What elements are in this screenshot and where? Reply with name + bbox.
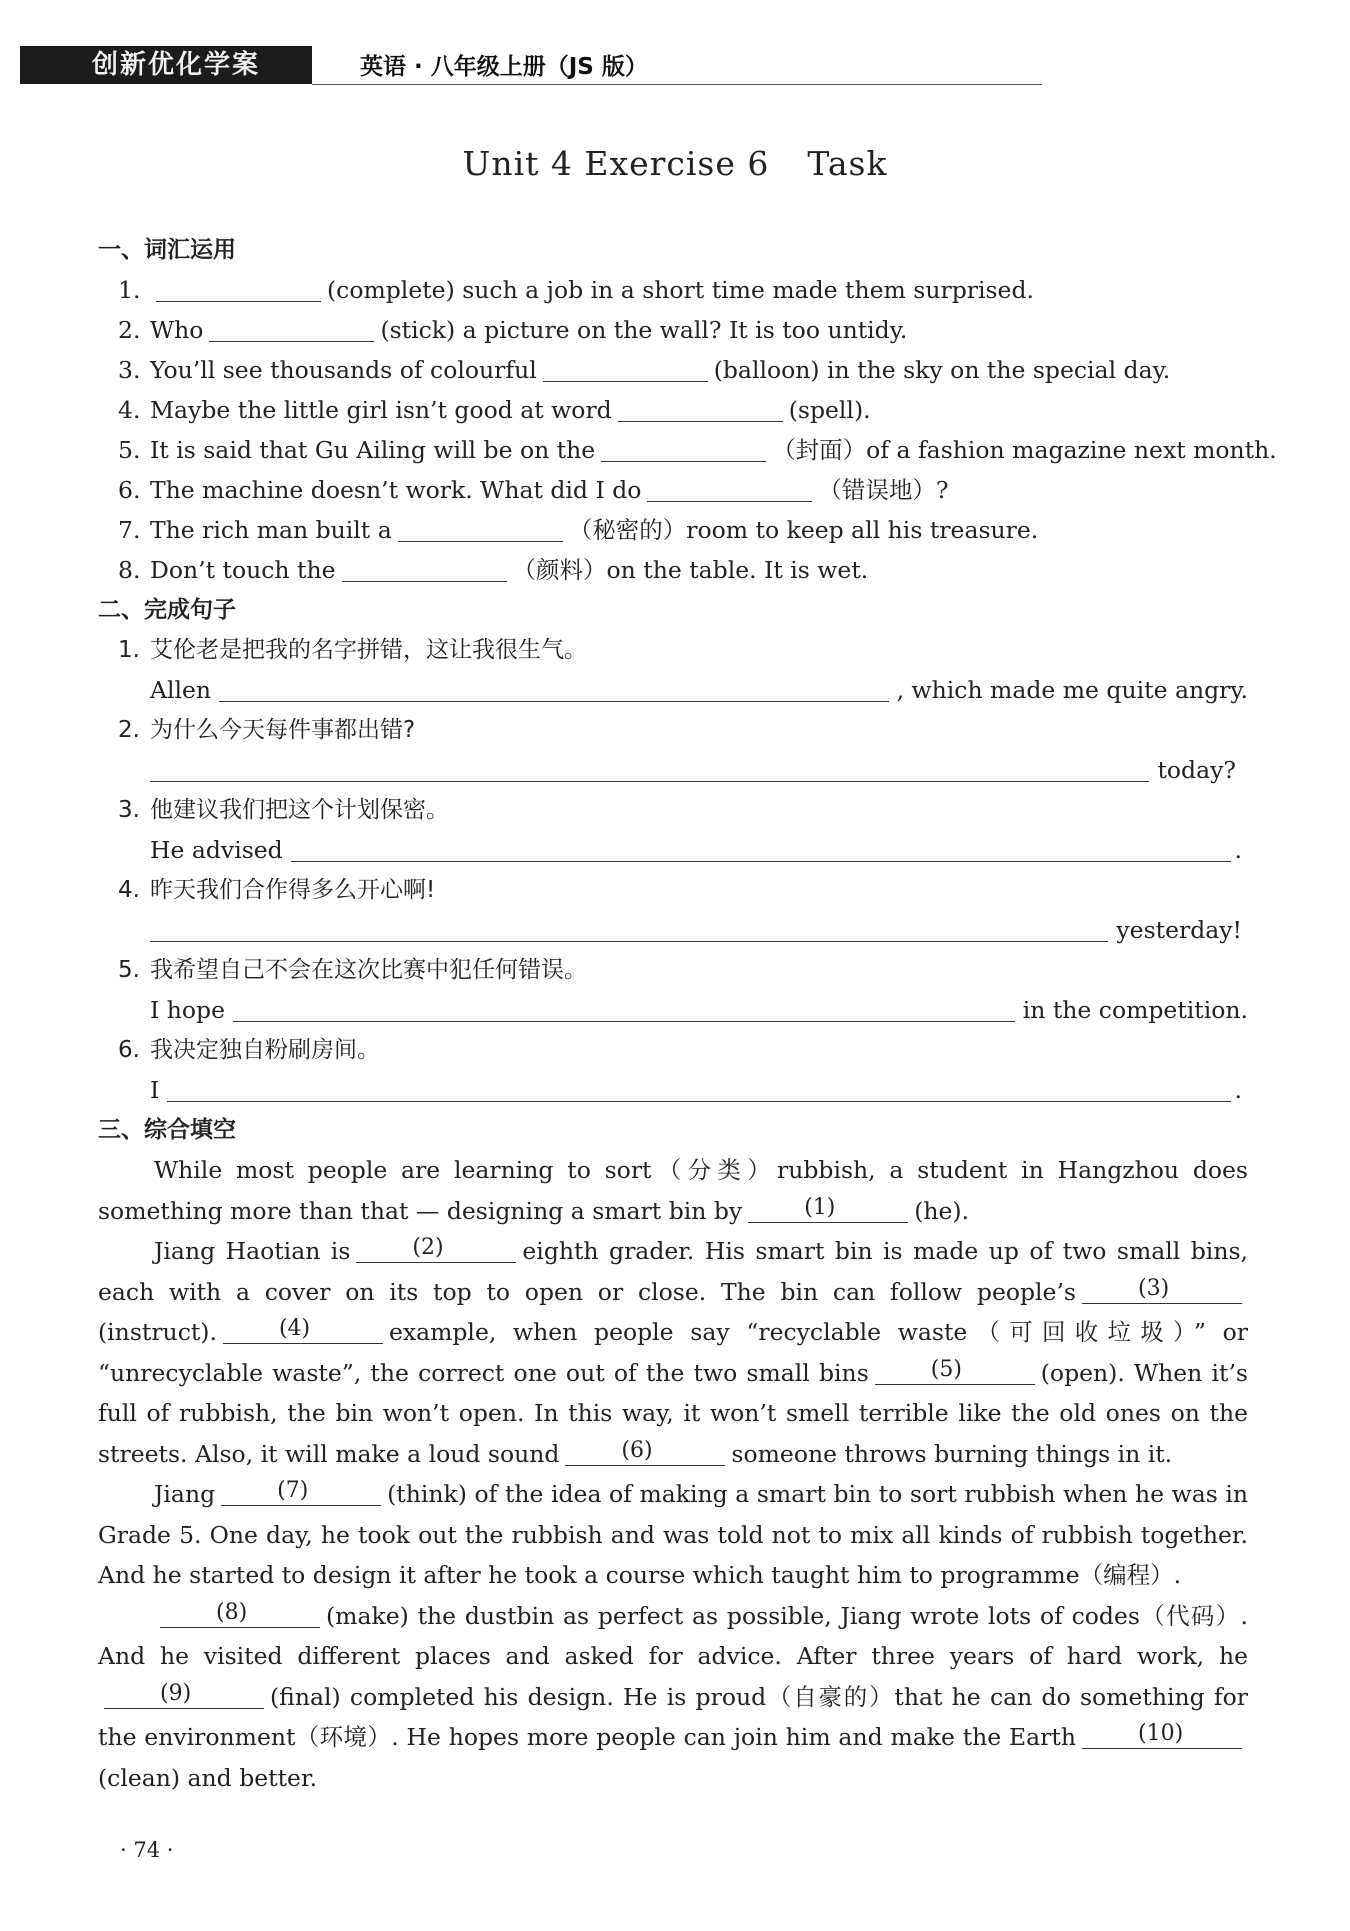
vocab-item: 8. Don’t touch the （颜料）on the table. It is wet. — [118, 556, 869, 584]
sentence-prompt: 2. 为什么今天每件事都出错? — [118, 717, 416, 743]
sentence-answer-row: I . — [150, 1076, 1242, 1104]
worksheet — [98, 230, 1277, 1798]
sentence-answer-row: Allen , which made me quite angry. — [150, 676, 1248, 704]
sentence-list — [98, 630, 1248, 1110]
page-number: · 74 · — [120, 1838, 174, 1862]
page-title — [0, 144, 1350, 183]
answer-blank[interactable]: (6) — [565, 1441, 725, 1466]
sentence-prompt: 5. 我希望自己不会在这次比赛中犯任何错误。 — [118, 957, 587, 983]
vocab-item: 6. The machine doesn’t work. What did I do （错误地）? — [118, 476, 949, 504]
answer-blank[interactable]: (3) — [1082, 1279, 1242, 1304]
title-task: Task — [807, 144, 888, 183]
answer-blank[interactable] — [209, 317, 374, 342]
sentence-prompt: 4. 昨天我们合作得多么开心啊! — [118, 877, 436, 903]
vocab-item: 1. (complete) such a job in a short time made them surprised. — [118, 276, 1034, 304]
sentence-answer-row: today? — [98, 750, 1248, 790]
vocab-item: 2. Who (stick) a picture on the wall? It is too untidy. — [118, 316, 908, 344]
header-rule — [312, 84, 1042, 85]
answer-blank[interactable] — [398, 517, 563, 542]
passage-paragraph: (8) (make) the dustbin as perfect as possible, Jiang wrote lots of codes（代码）. And he visited different places and asked for advice. After three years of hard work, he (9) (final) completed his design. He is proud（自豪的）that he can do something for the environment（环境）. He hopes more people can join him and make the Earth (10) (clean) and better. — [98, 1599, 1248, 1792]
answer-blank[interactable] — [156, 277, 321, 302]
answer-blank[interactable]: (4) — [223, 1319, 383, 1344]
brand-banner: 创新优化学案 — [20, 46, 312, 84]
answer-line[interactable] — [167, 1075, 1230, 1102]
answer-blank[interactable]: (8) — [160, 1603, 320, 1628]
answer-blank[interactable] — [618, 397, 783, 422]
page-header — [20, 46, 1030, 86]
answer-blank[interactable]: (9) — [104, 1684, 264, 1709]
sentence-answer-row: I hope in the competition. — [150, 996, 1248, 1024]
section-vocab-heading: 一、词汇运用 — [98, 237, 236, 263]
passage-paragraph: Jiang (7) (think) of the idea of making a smart bin to sort rubbish when he was in Grade 5. One day, he took out the rubbish and was told not to mix all kinds of rubbish together. And he started to design it after he took a course which taught him to programme（编程）. — [98, 1478, 1248, 1589]
answer-line[interactable] — [219, 675, 889, 702]
sentence-answer-row: He advised . — [150, 836, 1242, 864]
answer-blank[interactable]: (10) — [1082, 1724, 1242, 1749]
answer-line[interactable] — [150, 755, 1149, 782]
passage-paragraph: While most people are learning to sort（分类）rubbish, a student in Hangzhou does something more than that — designing a smart bin by (1) (he). — [98, 1156, 1248, 1225]
answer-blank[interactable]: (1) — [748, 1198, 908, 1223]
vocab-item: 4. Maybe the little girl isn’t good at word (spell). — [118, 396, 871, 424]
passage-paragraph: Jiang Haotian is (2) eighth grader. His smart bin is made up of two small bins, each with a cover on its top to open or close. The bin can follow people’s (3) (instruct). (4) example, when people say “recyclable waste（可回收垃圾）” or “unrecyclable waste”, the correct one out of the two small bins (5) (open). When it’s full of rubbish, the bin won’t open. In this way, it won’t smell terrible like the old ones on the streets. Also, it will make a loud sound (6) someone throws burning things in it. — [98, 1235, 1248, 1468]
book-title: 英语 · 八年级上册（JS 版） — [360, 54, 648, 80]
vocab-item: 5. It is said that Gu Ailing will be on the （封面）of a fashion magazine next month. — [118, 436, 1277, 464]
sentence-answer-row: yesterday! — [98, 910, 1248, 950]
answer-blank[interactable] — [647, 477, 812, 502]
answer-blank[interactable]: (2) — [356, 1238, 516, 1263]
section-cloze-heading: 三、综合填空 — [98, 1117, 236, 1143]
answer-blank[interactable] — [543, 357, 708, 382]
answer-blank[interactable]: (5) — [875, 1360, 1035, 1385]
sentence-prompt: 6. 我决定独自粉刷房间。 — [118, 1037, 380, 1063]
sentence-prompt: 1. 艾伦老是把我的名字拼错，这让我很生气。 — [118, 637, 587, 663]
answer-blank[interactable] — [342, 557, 507, 582]
section-sentences-heading: 二、完成句子 — [98, 597, 236, 623]
answer-line[interactable] — [233, 995, 1015, 1022]
cloze-passage — [98, 1150, 1248, 1798]
answer-blank[interactable]: (7) — [221, 1481, 381, 1506]
answer-line[interactable] — [150, 915, 1108, 942]
answer-line[interactable] — [291, 835, 1231, 862]
title-unit: Unit 4 Exercise 6 — [462, 144, 770, 183]
vocab-item: 3. You’ll see thousands of colourful (balloon) in the sky on the special day. — [118, 356, 1171, 384]
vocab-item: 7. The rich man built a （秘密的）room to keep all his treasure. — [118, 516, 1039, 544]
sentence-prompt: 3. 他建议我们把这个计划保密。 — [118, 797, 449, 823]
vocab-list — [98, 270, 1277, 590]
answer-blank[interactable] — [601, 437, 766, 462]
